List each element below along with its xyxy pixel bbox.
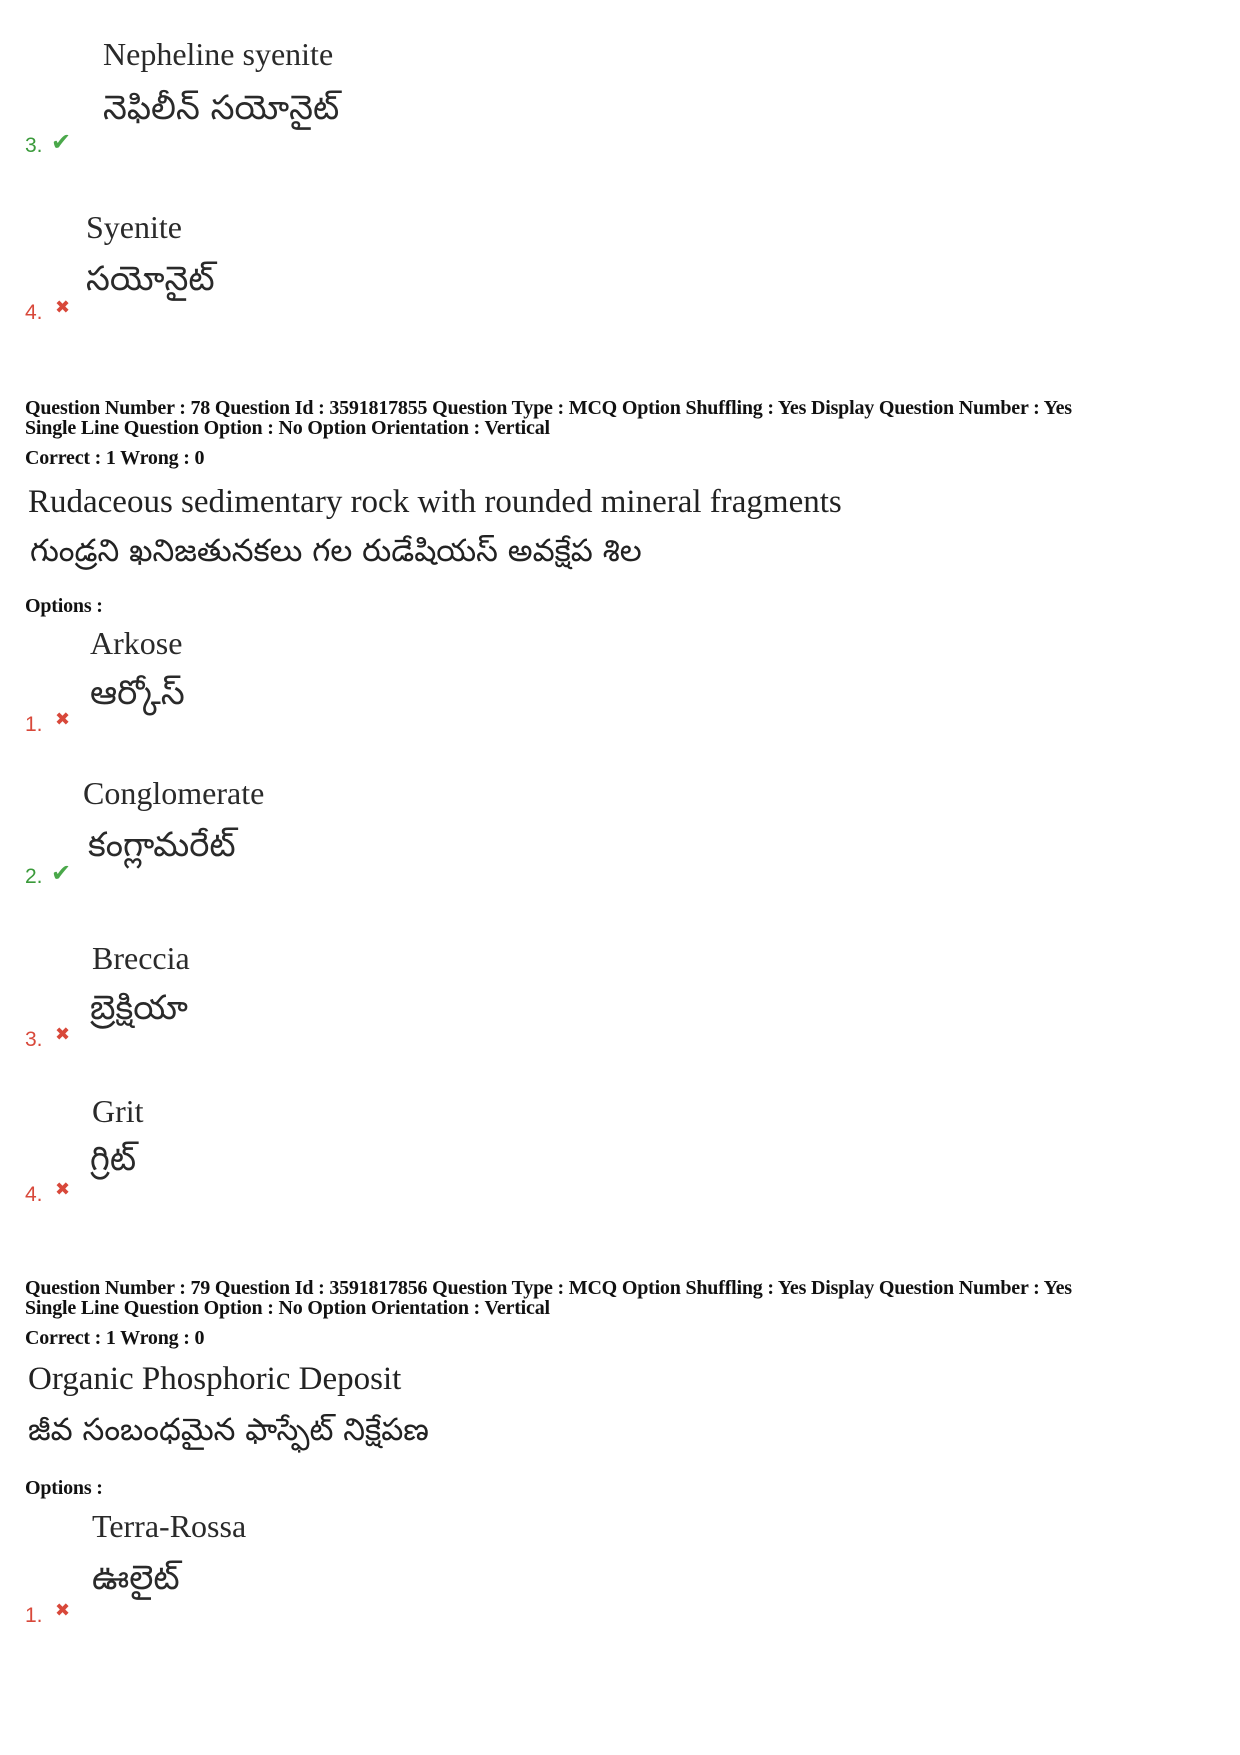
option-english: Terra-Rossa — [92, 1508, 247, 1544]
checkmark-icon: ✔ — [51, 859, 72, 887]
cross-icon: ✖ — [55, 1600, 71, 1621]
option-english: Breccia — [92, 940, 190, 976]
option-telugu: నెఫిలీన్ సయోనైట్ — [103, 88, 340, 128]
question-marks: Correct : 1 Wrong : 0 — [25, 447, 205, 469]
option-number: 1. — [25, 1604, 43, 1627]
question-text-english: Rudaceous sedimentary rock with rounded mineral fragments — [28, 484, 842, 520]
question-text-english: Organic Phosphoric Deposit — [28, 1361, 402, 1397]
option-1 — [0, 625, 1240, 735]
option-3 — [0, 940, 1240, 1050]
cross-icon: ✖ — [55, 1024, 71, 1045]
option-english: Conglomerate — [83, 775, 265, 811]
option-number: 3. — [25, 134, 43, 157]
question-meta-line1: Question Number : 79 Question Id : 3591817856 Question Type : MCQ Option Shuffling : Yes Display Question Number : Yes — [25, 1277, 1072, 1299]
option-english: Nepheline syenite — [103, 36, 334, 72]
question-text-telugu: జీవ సంబంధమైన ఫాస్ఫేట్ నిక్షేపణ — [28, 1412, 429, 1448]
question-text-telugu: గుండ్రని ఖనిజతునకలు గల రుడేషియస్ అవక్షేప శిల — [30, 533, 642, 569]
question-marks: Correct : 1 Wrong : 0 — [25, 1327, 205, 1349]
option-number: 2. — [25, 865, 43, 888]
option-telugu: బ్రెక్షియా — [90, 988, 188, 1028]
question-meta-line2: Single Line Question Option : No Option Orientation : Vertical — [25, 417, 550, 439]
option-telugu: ఆర్కోస్ — [90, 673, 185, 713]
option-english: Grit — [92, 1093, 144, 1129]
option-english: Arkose — [90, 625, 183, 661]
checkmark-icon: ✔ — [51, 128, 72, 156]
cross-icon: ✖ — [55, 297, 71, 318]
option-english: Syenite — [86, 209, 182, 245]
option-number: 1. — [25, 713, 43, 736]
option-telugu: సయోనైట్ — [86, 259, 215, 299]
prev-option-4 — [0, 205, 1240, 335]
cross-icon: ✖ — [55, 1179, 71, 1200]
question-meta-line2: Single Line Question Option : No Option Orientation : Vertical — [25, 1297, 550, 1319]
option-telugu: ఊలైట్ — [92, 1558, 180, 1598]
option-telugu: కంగ్లామరేట్ — [88, 825, 236, 865]
option-2 — [0, 775, 1240, 888]
option-4 — [0, 1093, 1240, 1206]
option-telugu: గ్రిట్ — [90, 1139, 137, 1179]
option-number: 4. — [25, 301, 43, 324]
options-label: Options : — [25, 595, 103, 617]
option-1 — [0, 1508, 1240, 1628]
prev-option-3 — [0, 30, 1240, 160]
options-label: Options : — [25, 1477, 103, 1499]
cross-icon: ✖ — [55, 709, 71, 730]
option-number: 4. — [25, 1183, 43, 1206]
option-number: 3. — [25, 1028, 43, 1051]
question-meta-line1: Question Number : 78 Question Id : 3591817855 Question Type : MCQ Option Shuffling : Yes Display Question Number : Yes — [25, 397, 1072, 419]
